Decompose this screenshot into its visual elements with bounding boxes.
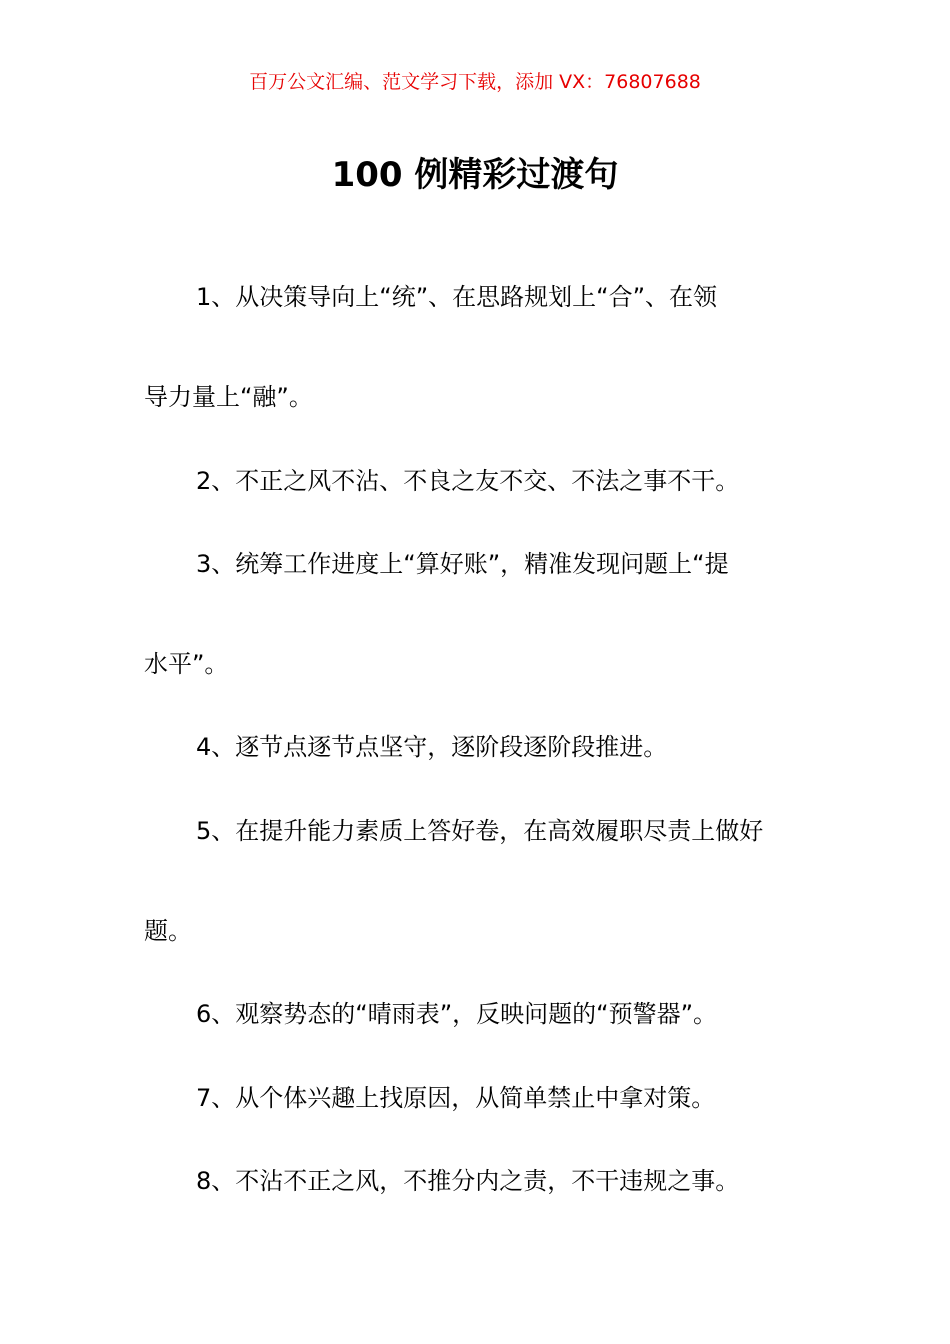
list-item <box>144 997 810 1031</box>
list-item <box>144 547 810 681</box>
list-item <box>144 730 810 764</box>
item-line-continuation: 水平”。 <box>144 650 229 678</box>
list-item <box>144 1081 810 1115</box>
item-line: 1、从决策导向上“统”、在思路规划上“合”、在领 <box>196 283 718 311</box>
item-line: 7、从个体兴趣上找原因，从简单禁止中拿对策。 <box>196 1084 716 1112</box>
document-title: 100 例精彩过渡句 <box>331 155 619 195</box>
item-line-continuation: 题。 <box>144 917 192 945</box>
item-line: 2、不正之风不沾、不良之友不交、不法之事不干。 <box>196 467 740 495</box>
item-line: 3、统筹工作进度上“算好账”，精准发现问题上“提 <box>196 550 729 578</box>
list-item <box>144 280 810 414</box>
item-line: 4、逐节点逐节点坚守，逐阶段逐阶段推进。 <box>196 733 668 761</box>
list-item <box>144 464 810 498</box>
item-line-continuation: 导力量上“融”。 <box>144 383 313 411</box>
item-line: 8、不沾不正之风，不推分内之责，不干违规之事。 <box>196 1167 740 1195</box>
item-line: 6、观察势态的“晴雨表”，反映问题的“预警器”。 <box>196 1000 718 1028</box>
list-item <box>144 814 810 948</box>
header-note: 百万公文汇编、范文学习下载，添加 VX：76807688 <box>249 71 701 93</box>
list-item <box>144 1164 810 1198</box>
item-line: 5、在提升能力素质上答好卷，在高效履职尽责上做好 <box>196 817 764 845</box>
